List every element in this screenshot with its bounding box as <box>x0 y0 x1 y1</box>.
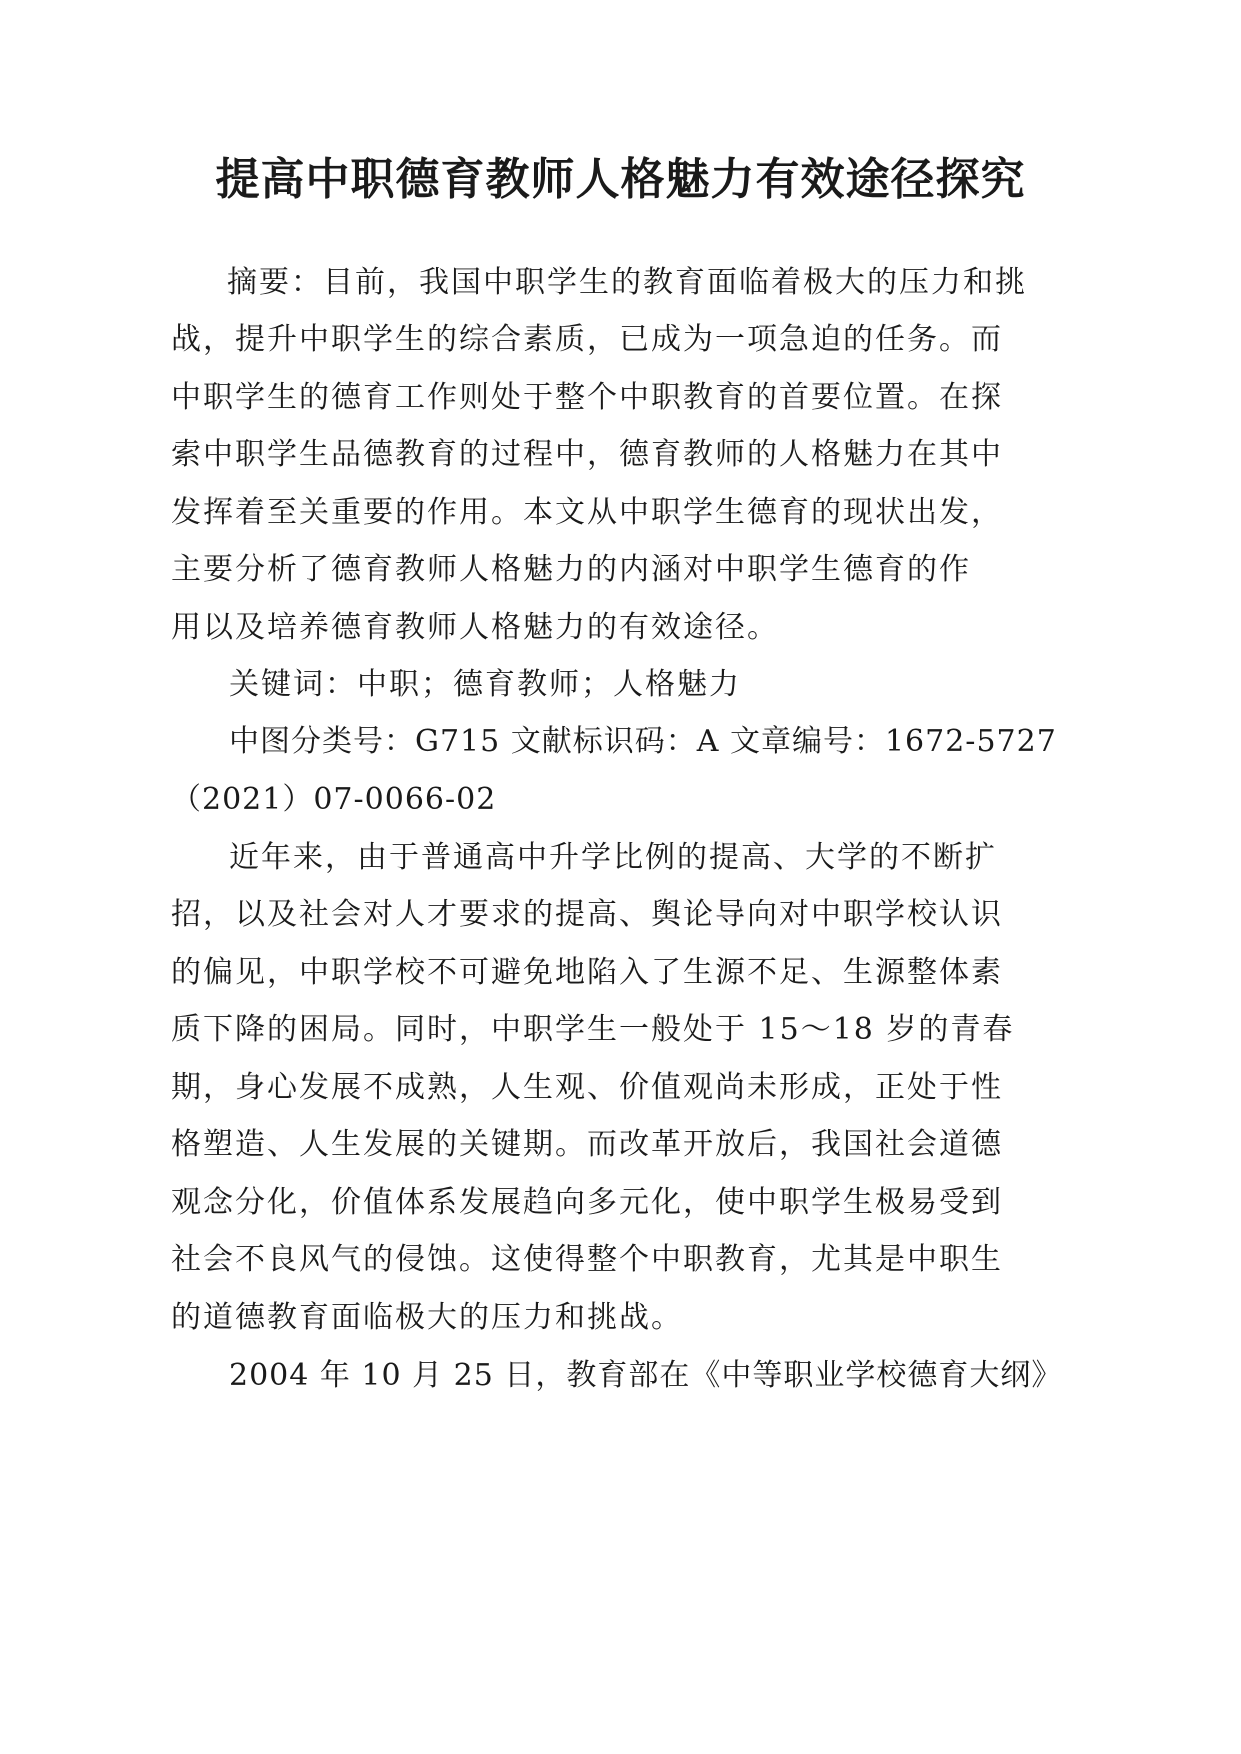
body-line: 格塑造、人生发展的关键期。而改革开放后，我国社会道德 <box>171 1127 1003 1162</box>
body-line: 近年来，由于普通高中升学比例的提高、大学的不断扩 <box>229 840 997 875</box>
abstract-line: 主要分析了德育教师人格魅力的内涵对中职学生德育的作 <box>171 552 971 587</box>
body-line: 2004 年 10 月 25 日，教育部在《中等职业学校德育大纲》 <box>229 1358 1063 1393</box>
abstract-line: 用以及培养德育教师人格魅力的有效途径。 <box>171 610 779 645</box>
abstract-line: 索中职学生品德教育的过程中，德育教师的人格魅力在其中 <box>171 437 1003 472</box>
keywords-line: 关键词：中职；德育教师；人格魅力 <box>229 667 741 702</box>
body-line: 观念分化，价值体系发展趋向多元化，使中职学生极易受到 <box>171 1185 1003 1220</box>
body-line: 的偏见，中职学校不可避免地陷入了生源不足、生源整体素 <box>171 955 1003 990</box>
abstract-line: 战，提升中职学生的综合素质，已成为一项急迫的任务。而 <box>171 322 1003 357</box>
classification-line: （2021）07-0066-02 <box>171 782 497 817</box>
document-title: 提高中职德育教师人格魅力有效途径探究 <box>215 154 1026 205</box>
classification-line: 中图分类号：G715 文献标识码：A 文章编号：1672-5727 <box>229 724 1057 759</box>
body-line: 质下降的困局。同时，中职学生一般处于 15～18 岁的青春 <box>171 1012 1015 1047</box>
abstract-line: 摘要：目前，我国中职学生的教育面临着极大的压力和挑 <box>227 265 1027 300</box>
body-line: 期，身心发展不成熟，人生观、价值观尚未形成，正处于性 <box>171 1070 1003 1105</box>
body-line: 的道德教育面临极大的压力和挑战。 <box>171 1300 683 1335</box>
abstract-line: 中职学生的德育工作则处于整个中职教育的首要位置。在探 <box>171 380 1003 415</box>
abstract-line: 发挥着至关重要的作用。本文从中职学生德育的现状出发， <box>171 495 1003 530</box>
body-line: 招，以及社会对人才要求的提高、舆论导向对中职学校认识 <box>171 897 1003 932</box>
body-line: 社会不良风气的侵蚀。这使得整个中职教育，尤其是中职生 <box>171 1242 1003 1277</box>
